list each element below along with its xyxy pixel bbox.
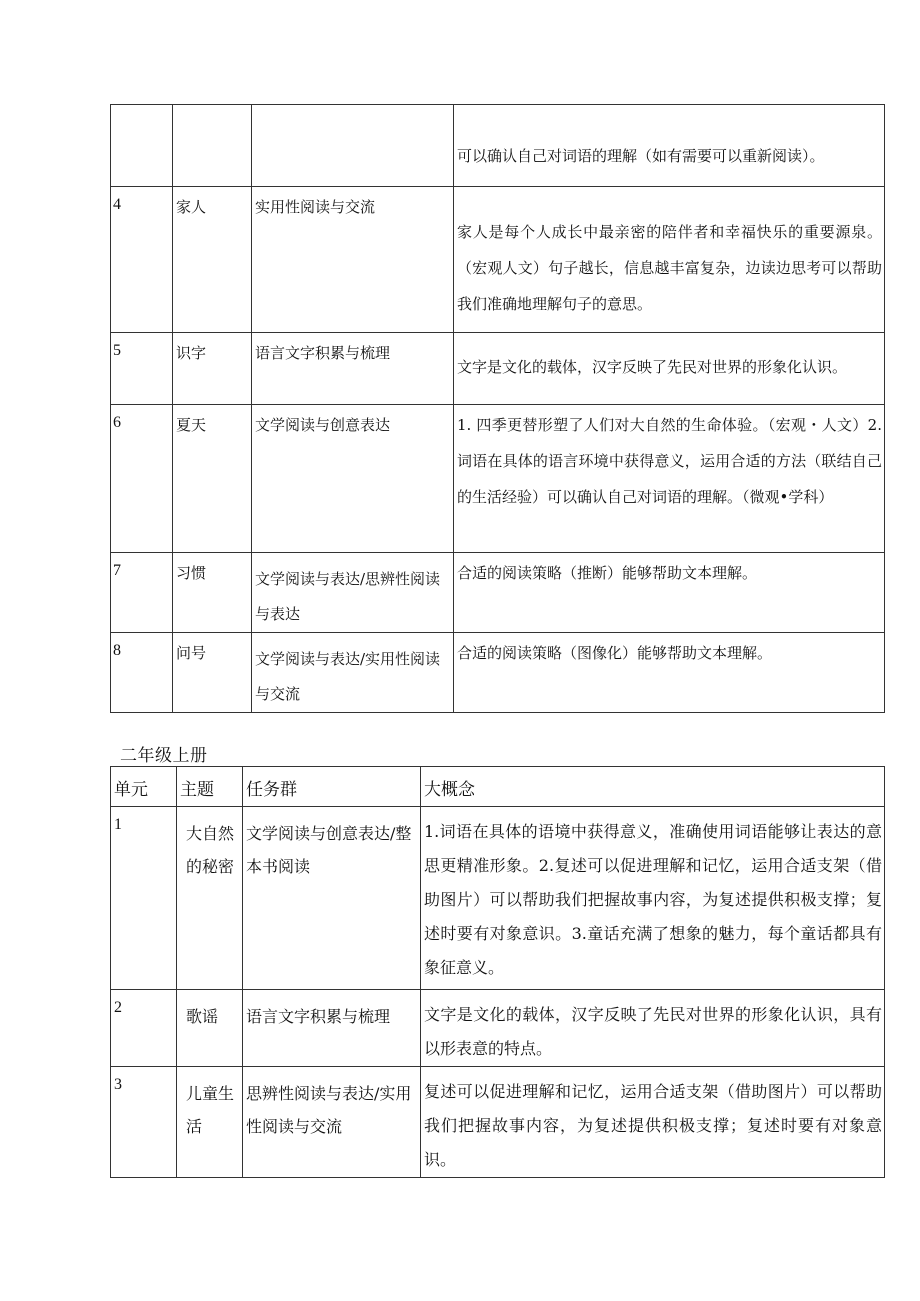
- theme-cell: 问号: [173, 633, 252, 713]
- big-concept-cell: 1. 四季更替形塑了人们对大自然的生命体验。（宏观・人文）2. 词语在具体的语言环境中获得意义，运用合适的方法（联结自己的生活经验）可以确认自己对词语的理解。（微观•学科）: [454, 405, 885, 553]
- big-concept-cell: 文字是文化的载体，汉字反映了先民对世界的形象化认识。: [454, 333, 885, 405]
- theme-cell: 大自然的秘密: [177, 807, 243, 990]
- table-row: [111, 990, 885, 1067]
- task-group-cell: 思辨性阅读与表达/实用性阅读与交流: [243, 1067, 421, 1178]
- task-group-cell: 语言文字积累与梳理: [252, 333, 454, 405]
- theme-cell: [173, 105, 252, 187]
- unit-header: 单元: [111, 767, 177, 807]
- task-group-cell: 文学阅读与创意表达: [252, 405, 454, 553]
- task-group-header: 任务群: [243, 767, 421, 807]
- table-header-row: [111, 767, 885, 807]
- big-concept-cell: 合适的阅读策略（图像化）能够帮助文本理解。: [454, 633, 885, 713]
- task-group-cell: 语言文字积累与梳理: [243, 990, 421, 1067]
- task-group-cell: 实用性阅读与交流: [252, 187, 454, 333]
- unit-cell: 4: [111, 187, 173, 333]
- big-concept-cell: 家人是每个人成长中最亲密的陪伴者和幸福快乐的重要源泉。（宏观人文）句子越长，信息越丰富复杂，边读边思考可以帮助我们准确地理解句子的意思。: [454, 187, 885, 333]
- table-row: [111, 1067, 885, 1178]
- unit-cell: 1: [111, 807, 177, 990]
- big-concept-cell: 1.词语在具体的语境中获得意义，准确使用词语能够让表达的意思更精准形象。2.复述可以促进理解和记忆，运用合适支架（借助图片）可以帮助我们把握故事内容，为复述提供积极支撑；复述时要有对象意识。3.童话充满了想象的魅力，每个童话都具有象征意义。: [421, 807, 885, 990]
- big-concept-cell: 可以确认自己对词语的理解（如有需要可以重新阅读）。: [454, 105, 885, 187]
- table-row: [111, 807, 885, 990]
- big-concept-cell: 文字是文化的载体，汉字反映了先民对世界的形象化认识，具有以形表意的特点。: [421, 990, 885, 1067]
- table-row: [111, 105, 885, 187]
- unit-cell: 2: [111, 990, 177, 1067]
- table-row: [111, 405, 885, 553]
- big-concept-cell: 合适的阅读策略（推断）能够帮助文本理解。: [454, 553, 885, 633]
- theme-cell: 歌谣: [177, 990, 243, 1067]
- unit-cell: 3: [111, 1067, 177, 1178]
- unit-cell: 8: [111, 633, 173, 713]
- unit-cell: 5: [111, 333, 173, 405]
- task-group-cell: 文学阅读与创意表达/整本书阅读: [243, 807, 421, 990]
- theme-cell: 识字: [173, 333, 252, 405]
- section-title: 二年级上册: [120, 746, 208, 766]
- unit-cell: [111, 105, 173, 187]
- task-group-cell: 文学阅读与表达/思辨性阅读与表达: [252, 553, 454, 633]
- big-concept-cell: 复述可以促进理解和记忆，运用合适支架（借助图片）可以帮助我们把握故事内容，为复述提供积极支撑；复述时要有对象意识。: [421, 1067, 885, 1178]
- table-row: [111, 187, 885, 333]
- theme-cell: 儿童生活: [177, 1067, 243, 1178]
- theme-cell: 习惯: [173, 553, 252, 633]
- theme-cell: 家人: [173, 187, 252, 333]
- theme-cell: 夏天: [173, 405, 252, 553]
- task-group-cell: [252, 105, 454, 187]
- task-group-cell: 文学阅读与表达/实用性阅读与交流: [252, 633, 454, 713]
- table-row: [111, 553, 885, 633]
- table-row: [111, 333, 885, 405]
- unit-cell: 7: [111, 553, 173, 633]
- big-concept-header: 大概念: [421, 767, 885, 807]
- table-row: [111, 633, 885, 713]
- theme-header: 主题: [177, 767, 243, 807]
- unit-cell: 6: [111, 405, 173, 553]
- grade-two-table: [110, 766, 885, 1178]
- grade-one-table-continued: [110, 104, 885, 713]
